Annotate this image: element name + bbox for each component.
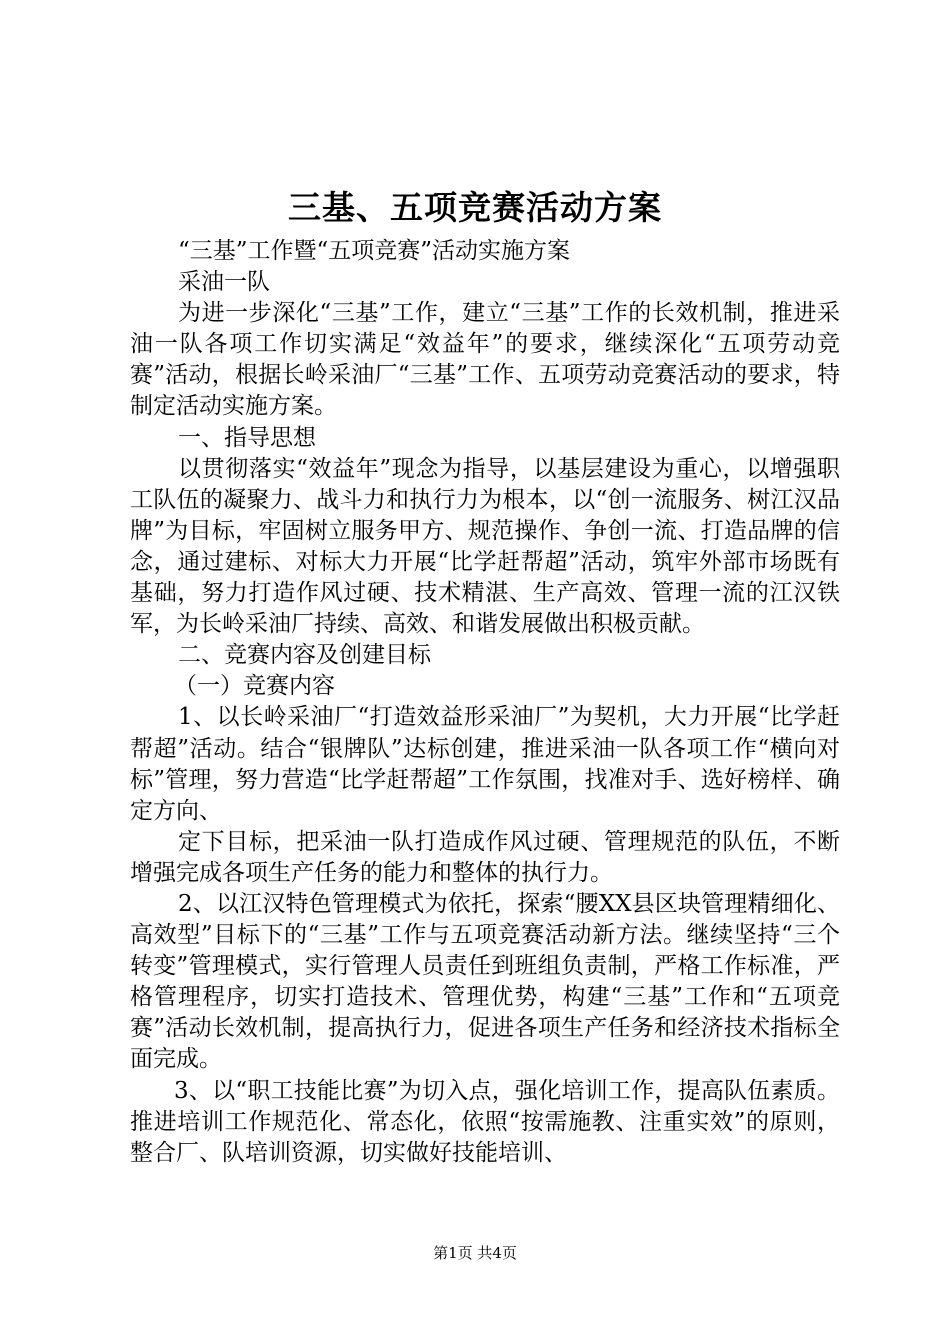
section-heading-guiding-ideology: 一、指导思想 xyxy=(178,424,316,451)
unit-name-paragraph: 采油一队 xyxy=(178,269,270,296)
document-title: 三基、五项竞赛活动方案 xyxy=(288,188,662,227)
item-2-paragraph: 2、以江汉特色管理模式为依托，探索“腰XX县区块管理精细化、高效型”目标下的“三基”工作与五项竞赛活动新方法。继续坚持“三个转变”管理模式，实行管理人员责任到班组负责制，严格工作标准，严格管理程序，切实打造技术、管理优势，构建“三基”工作和“五项竞赛”活动长效机制，提高执行力，促进各项生产任务和经济技术指标全面完成。 xyxy=(130,890,840,1073)
item-3-paragraph: 3、以“职工技能比赛”为切入点，强化培训工作，提高队伍素质。推进培训工作规范化、常态化，依照“按需施教、注重实效”的原则，整合厂、队培训资源，切实做好技能培训、 xyxy=(130,1077,840,1166)
subsection-heading-competition-content: （一）竞赛内容 xyxy=(174,673,335,700)
document-body xyxy=(130,236,840,1169)
item-1-paragraph: 1、以长岭采油厂“打造效益形采油厂”为契机，大力开展“比学赶帮超”活动。结合“银牌队”达标创建，推进采油一队各项工作“横向对标”管理，努力营造“比学赶帮超”工作氛围，找准对手、选好榜样、确定方向、 xyxy=(130,704,840,824)
section-heading-competition-content: 二、竞赛内容及创建目标 xyxy=(178,642,431,669)
subtitle-paragraph: “三基”工作暨“五项竞赛”活动实施方案 xyxy=(178,238,571,264)
page-footer: 第1页 共4页 xyxy=(433,1244,517,1262)
guiding-ideology-paragraph: 以贯彻落实“效益年”现念为指导，以基层建设为重心，以增强职工队伍的凝聚力、战斗力和执行力为根本，以“创一流服务、树江汉品牌”为目标，牢固树立服务甲方、规范操作、争创一流、打造品牌的信念，通过建标、对标大力开展“比学赶帮超”活动，筑牢外部市场既有基础，努力打造作风过硬、技术精湛、生产高效、管理一流的江汉铁军，为长岭采油厂持续、高效、和谐发展做出积极贡献。 xyxy=(130,455,840,638)
intro-paragraph: 为进一步深化“三基”工作，建立“三基”工作的长效机制，推进采油一队各项工作切实满足“效益年”的要求，继续深化“五项劳动竞赛”活动，根据长岭采油厂“三基”工作、五项劳动竞赛活动的要求，特制定活动实施方案。 xyxy=(130,300,840,420)
item-1-continued-paragraph: 定下目标，把采油一队打造成作风过硬、管理规范的队伍，不断增强完成各项生产任务的能力和整体的执行力。 xyxy=(130,828,840,886)
